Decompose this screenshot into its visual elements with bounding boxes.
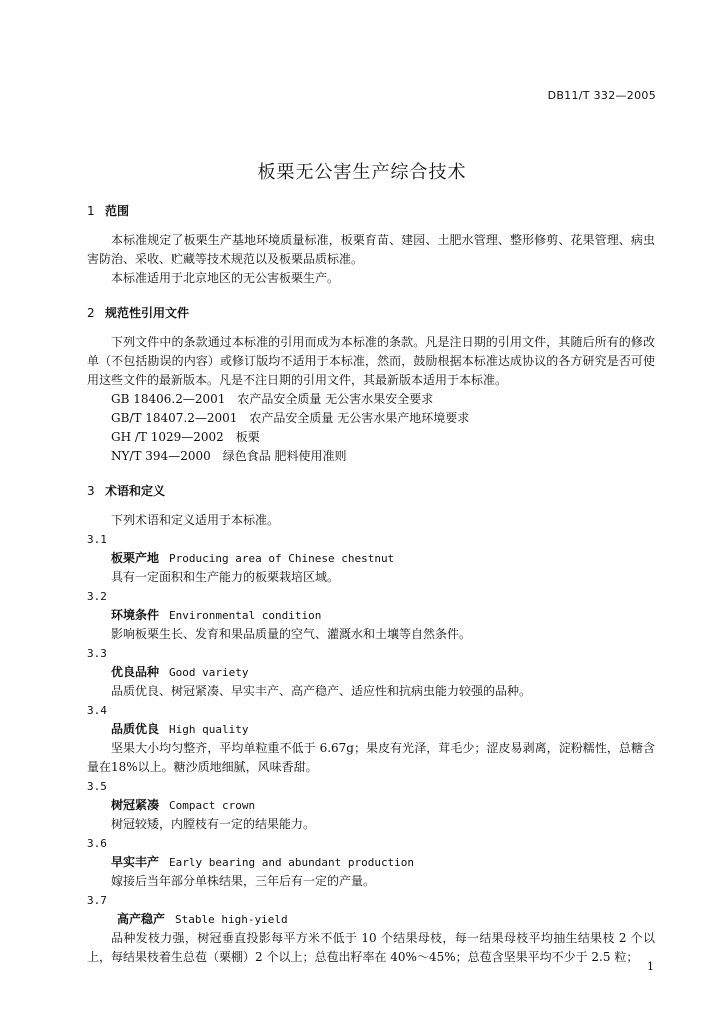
paragraph: 本标准适用于北京地区的无公害板栗生产。: [111, 271, 340, 285]
term-definition: 品质优良、树冠紧凑、早实丰产、高产稳产、适应性和抗病虫能力较强的品种。: [111, 684, 532, 698]
term-en: High quality: [169, 723, 249, 736]
term-name: [87, 549, 655, 568]
term-en: Good variety: [169, 666, 249, 679]
term-cn: 环境条件: [111, 608, 160, 622]
document-body: [87, 196, 655, 967]
term-cn: 高产稳产: [117, 912, 166, 926]
term-en: Compact crown: [169, 799, 256, 812]
term-cn: 早实丰产: [111, 855, 160, 869]
term-definition: 树冠较矮，内膛枝有一定的结果能力。: [111, 817, 316, 831]
standard-number: DB11/T 332—2005: [547, 89, 656, 102]
page-number: 1: [647, 960, 654, 973]
paragraph: 本标准规定了板栗生产基地环境质量标准，板栗育苗、建园、土肥水管理、整形修剪、花果管理、病虫害防治、采收、贮藏等技术规范以及板栗品质标准。: [87, 233, 655, 266]
section-number: 3: [87, 484, 95, 498]
term-definition: 嫁接后当年部分单株结果，三年后有一定的产量。: [111, 874, 376, 888]
reference-item: GH /T 1029—2002 板栗: [111, 430, 260, 444]
paragraph: 下列文件中的条款通过本标准的引用而成为本标准的条款。凡是注日期的引用文件，其随后所有的修改单（不包括勘误的内容）或修订版均不适用于本标准，然而，鼓励根据本标准达成协议的各方研究是否可使用这些文件的最新版本。凡是不注日期的引用文件，其最新版本适用于本标准。: [87, 335, 655, 387]
term-en: Early bearing and abundant production: [169, 856, 415, 869]
document-title: 板栗无公害生产综合技术: [257, 162, 467, 183]
term-name: [87, 606, 655, 625]
term-en: Producing area of Chinese chestnut: [169, 552, 395, 565]
section-heading-terms: [87, 482, 655, 499]
section-title: 规范性引用文件: [105, 306, 190, 320]
term-en: Environmental condition: [169, 609, 322, 622]
term-cn: 优良品种: [111, 665, 160, 679]
term-name: [87, 910, 655, 929]
term-definition: 具有一定面积和生产能力的板栗栽培区域。: [111, 570, 340, 584]
section-number: 2: [87, 306, 95, 320]
term-name: [87, 720, 655, 739]
section-heading-scope: [87, 202, 655, 219]
section-heading-normative-references: [87, 304, 655, 321]
term-cn: 品质优良: [111, 722, 160, 736]
term-definition: 坚果大小均匀整齐，平均单粒重不低于 6.67g；果皮有光泽，茸毛少；涩皮易剥离，淀粉糯性，总糖含量在18%以上。糖沙质地细腻，风味香甜。: [87, 741, 655, 774]
reference-item: NY/T 394—2000 绿色食品 肥料使用准则: [111, 449, 347, 463]
term-number: 3.7: [87, 894, 107, 907]
term-definition: 影响板栗生长、发育和果品质量的空气、灌溉水和土壤等自然条件。: [111, 627, 472, 641]
section-number: 1: [87, 204, 95, 218]
term-definition: 品种发枝力强，树冠垂直投影每平方米不低于 10 个结果母枝，每一结果母枝平均抽生结果枝 2 个以上，每结果枝着生总苞（栗棚）2 个以上；总苞出籽率在 40%～45%；总苞含坚果平均不少于 2.5 粒；: [87, 931, 655, 964]
term-number: 3.4: [87, 704, 107, 717]
term-cn: 板栗产地: [111, 551, 160, 565]
term-number: 3.1: [87, 533, 107, 546]
term-en: Stable high-yield: [175, 913, 288, 926]
term-cn: 树冠紧凑: [111, 798, 160, 812]
term-number: 3.6: [87, 837, 107, 850]
section-title: 范围: [105, 204, 130, 218]
term-name: [87, 853, 655, 872]
term-name: [87, 663, 655, 682]
reference-item: GB/T 18407.2—2001 农产品安全质量 无公害水果产地环境要求: [111, 411, 470, 425]
reference-item: GB 18406.2—2001 农产品安全质量 无公害水果安全要求: [111, 392, 434, 406]
section-title: 术语和定义: [105, 484, 166, 498]
term-name: [87, 796, 655, 815]
paragraph: 下列术语和定义适用于本标准。: [111, 513, 280, 527]
term-number: 3.3: [87, 647, 107, 660]
term-number: 3.2: [87, 590, 107, 603]
term-number: 3.5: [87, 780, 107, 793]
